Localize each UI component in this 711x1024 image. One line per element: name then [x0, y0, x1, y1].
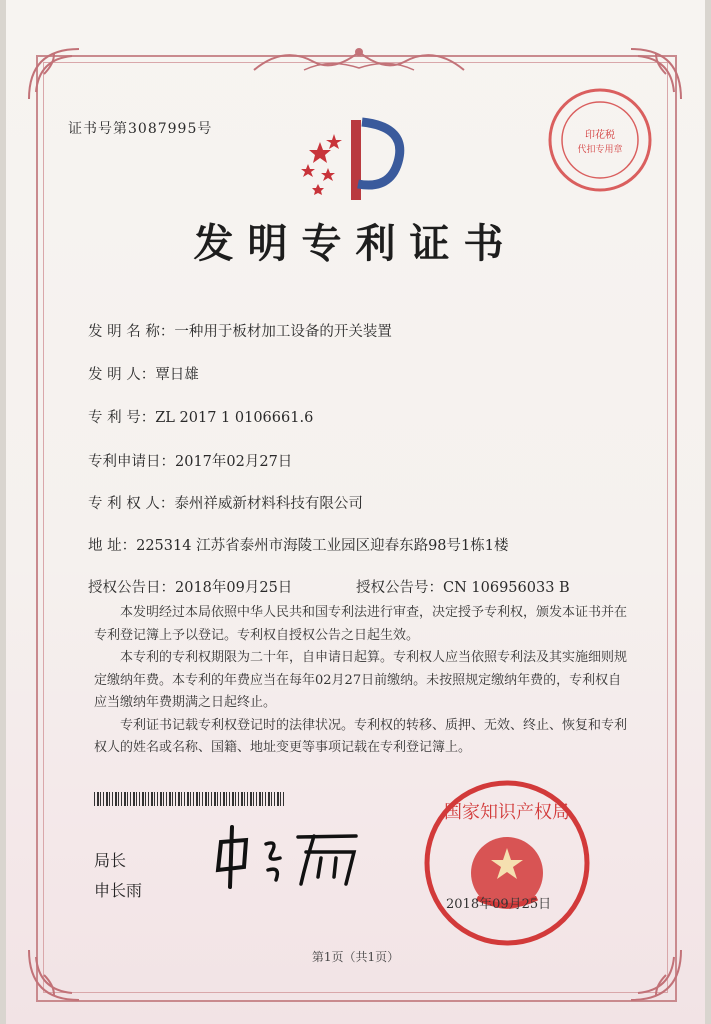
top-ornament-icon [244, 40, 474, 80]
address-value: 225314 江苏省泰州市海陵工业园区迎春东路98号1栋1楼 [136, 538, 509, 554]
grant-date-label: 授权公告日： [88, 580, 175, 596]
invention-name-row [88, 320, 392, 341]
certificate-number: 证书号第3087995号 [68, 121, 213, 137]
grant-number-row [356, 576, 570, 597]
patent-number-label: 专 利 号： [88, 410, 156, 426]
barcode [94, 792, 284, 806]
address-label: 地 址： [88, 538, 137, 554]
signature-icon [206, 822, 366, 892]
patent-number-row [88, 406, 313, 427]
address-row [88, 534, 508, 555]
svg-text:印花税: 印花税 [585, 130, 615, 141]
page-number: 第1页（共1页） [311, 950, 400, 964]
certificate-title: 发明专利证书 [193, 220, 518, 267]
corner-ornament-icon [24, 44, 84, 104]
director-title: 局长 [94, 851, 127, 870]
body-paragraph: 专利证书记载专利权登记时的法律状况。专利权的转移、质押、无效、终止、恢复和专利权人的姓名或名称、国籍、地址变更等事项记载在专利登记簿上。 [94, 717, 628, 755]
patentee-label: 专 利 权 人： [88, 496, 175, 512]
patent-number-value: ZL 2017 1 0106661.6 [155, 410, 314, 426]
director-name: 申长雨 [94, 881, 143, 900]
filing-date-value: 2017年02月27日 [175, 454, 293, 470]
invention-name-label: 发 明 名 称： [88, 324, 175, 340]
cnipa-seal-icon [422, 778, 592, 948]
cnipa-logo-icon [298, 112, 418, 204]
certificate-body [94, 602, 634, 760]
body-paragraph: 本专利的专利权期限为二十年，自申请日起算。专利权人应当依照专利法及其实施细则规定缴纳年费。本专利的年费应当在每年02月27日前缴纳。未按照规定缴纳年费的，专利权自应当缴纳年费期满之日起终止。 [94, 650, 628, 710]
inventor-value: 覃日雄 [155, 367, 199, 383]
certificate-sheet [6, 0, 705, 1024]
grant-date-row [88, 576, 292, 597]
grant-number-value: CN 106956033 B [443, 580, 570, 596]
body-paragraph: 本发明经过本局依照中华人民共和国专利法进行审查，决定授予专利权，颁发本证书并在专利登记簿上予以登记。专利权自授权公告之日起生效。 [94, 605, 628, 643]
grant-date-value: 2018年09月25日 [175, 580, 293, 596]
patentee-value: 泰州祥威新材料科技有限公司 [174, 496, 363, 512]
seal-date: 2018年09月25日 [446, 897, 552, 912]
inventor-label: 发 明 人： [88, 367, 156, 383]
inventor-row [88, 363, 199, 384]
filing-date-row [88, 450, 292, 471]
filing-date-label: 专利申请日： [88, 454, 175, 470]
patentee-row [88, 492, 363, 513]
tax-stamp-icon [546, 86, 654, 194]
svg-text:国家知识产权局: 国家知识产权局 [444, 802, 570, 823]
grant-number-label: 授权公告号： [356, 580, 443, 596]
svg-text:代扣专用章: 代扣专用章 [577, 145, 623, 155]
invention-name-value: 一种用于板材加工设备的开关装置 [174, 324, 392, 340]
